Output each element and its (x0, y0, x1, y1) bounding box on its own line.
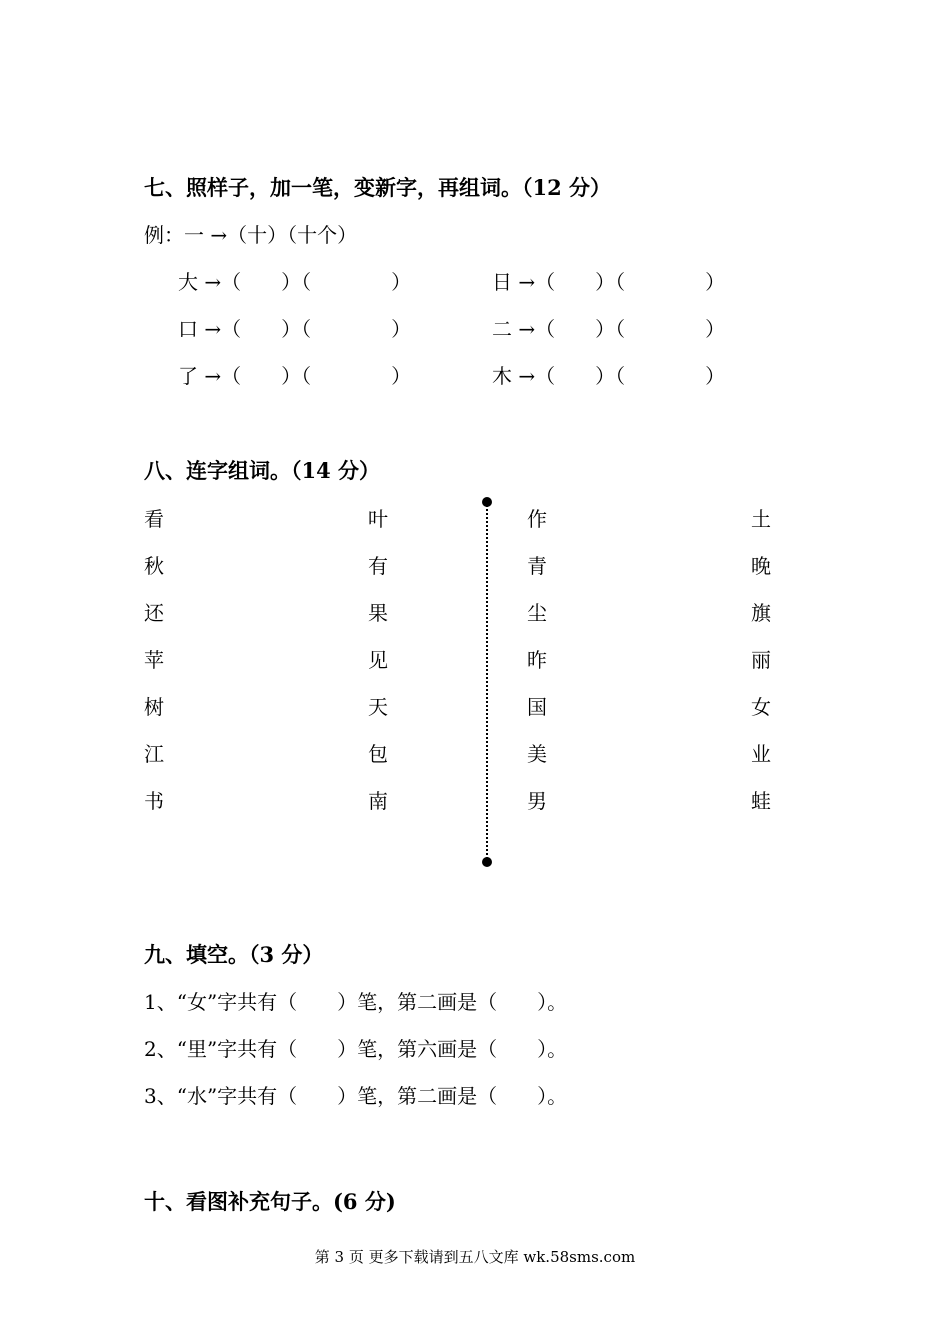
word-col1-item: 看 (144, 507, 164, 531)
divider-bottom-dot (482, 857, 492, 867)
section7-example: 例：一 →（十）（十个） (144, 223, 358, 247)
word-col2-item: 果 (368, 601, 388, 625)
dotted-divider-line (486, 502, 488, 862)
fill-blank-item: 2、“里”字共有（ ）笔，第六画是（ ）。 (144, 1037, 568, 1061)
word-col1-item: 江 (144, 742, 164, 766)
section7-row3-left: 了 →（ ）（ ） (178, 364, 412, 388)
section7-row3-right: 木 →（ ）（ ） (492, 364, 726, 388)
word-col3-item: 青 (527, 554, 547, 578)
word-col3-item: 尘 (527, 601, 547, 625)
word-col2-item: 包 (368, 742, 388, 766)
divider-top-dot (482, 497, 492, 507)
word-col4-item: 晚 (751, 554, 771, 578)
section7-row1-left: 大 →（ ）（ ） (178, 270, 412, 294)
word-col1-item: 秋 (144, 554, 164, 578)
fill-blank-item: 1、“女”字共有（ ）笔，第二画是（ ）。 (144, 990, 568, 1014)
word-col2-item: 有 (368, 554, 388, 578)
word-col2-item: 见 (368, 648, 388, 672)
word-col4-item: 蛙 (751, 789, 771, 813)
word-col3-item: 作 (527, 507, 547, 531)
word-col4-item: 女 (751, 695, 771, 719)
word-col3-item: 国 (527, 695, 547, 719)
word-col1-item: 苹 (144, 648, 164, 672)
fill-blank-item: 3、“水”字共有（ ）笔，第二画是（ ）。 (144, 1084, 568, 1108)
page-footer: 第 3 页 更多下载请到五八文库 wk.58sms.com (314, 1248, 636, 1266)
word-col3-item: 昨 (527, 648, 547, 672)
word-col2-item: 天 (368, 695, 388, 719)
section10-heading: 十、看图补充句子。(6 分) (144, 1189, 396, 1214)
section8-heading: 八、连字组词。（14 分） (144, 458, 381, 483)
word-col1-item: 书 (144, 789, 164, 813)
word-col1-item: 树 (144, 695, 164, 719)
section7-row1-right: 日 →（ ）（ ） (492, 270, 726, 294)
section9-heading: 九、填空。（3 分） (144, 942, 324, 967)
word-col4-item: 土 (751, 507, 771, 531)
word-col4-item: 旗 (751, 601, 771, 625)
word-col3-item: 男 (527, 789, 547, 813)
section7-row2-left: 口 →（ ）（ ） (178, 317, 412, 341)
word-col2-item: 南 (368, 789, 388, 813)
word-col1-item: 还 (144, 601, 164, 625)
word-col3-item: 美 (527, 742, 547, 766)
word-col2-item: 叶 (368, 507, 388, 531)
word-col4-item: 丽 (751, 648, 771, 672)
word-col4-item: 业 (751, 742, 771, 766)
section7-heading: 七、照样子，加一笔，变新字，再组词。（12 分） (144, 175, 612, 200)
section7-row2-right: 二 →（ ）（ ） (492, 317, 726, 341)
